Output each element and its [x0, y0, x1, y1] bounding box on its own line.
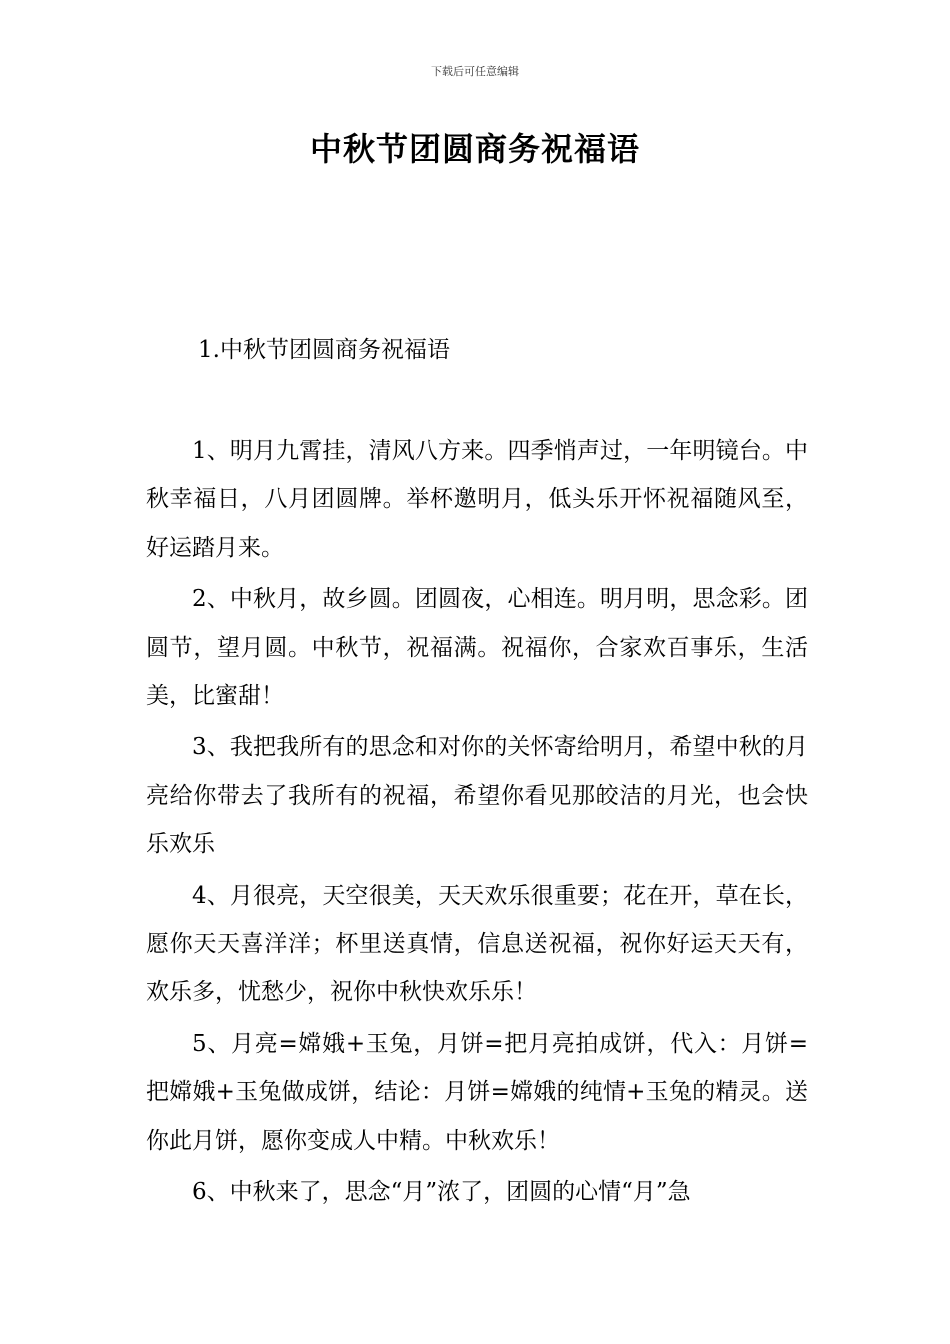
paragraph-5: 5、月亮=嫦娥+玉兔，月饼=把月亮拍成饼，代入：月饼=把嫦娥+玉兔做成饼，结论：月饼=嫦娥的纯情+玉兔的精灵。送你此月饼，愿你变成人中精。中秋欢乐！ — [146, 1030, 808, 1154]
section-heading: 1.中秋节团圆商务祝福语 — [198, 337, 450, 363]
header-note: 下载后可任意编辑 — [431, 65, 519, 78]
paragraph-3: 3、我把我所有的思念和对你的关怀寄给明月，希望中秋的月亮给你带去了我所有的祝福，希望你看见那皎洁的月光，也会快乐欢乐 — [146, 734, 808, 858]
paragraph-2: 2、中秋月，故乡圆。团圆夜，心相连。明月明，思念彩。团圆节，望月圆。中秋节，祝福满。祝福你，合家欢百事乐，生活美，比蜜甜！ — [146, 586, 808, 710]
document-title: 中秋节团圆商务祝福语 — [309, 130, 640, 168]
paragraph-1: 1、明月九霄挂，清风八方来。四季悄声过，一年明镜台。中秋幸福日，八月团圆牌。举杯邀明月，低头乐开怀祝福随风至，好运踏月来。 — [146, 438, 808, 561]
paragraph-6: 6、中秋来了，思念“月”浓了，团圆的心情“月”急 — [192, 1179, 691, 1206]
paragraph-4: 4、月很亮，天空很美，天天欢乐很重要；花在开，草在长，愿你天天喜洋洋；杯里送真情，信息送祝福，祝你好运天天有，欢乐多，忧愁少，祝你中秋快欢乐乐！ — [146, 882, 808, 1006]
document-body — [146, 427, 808, 1220]
